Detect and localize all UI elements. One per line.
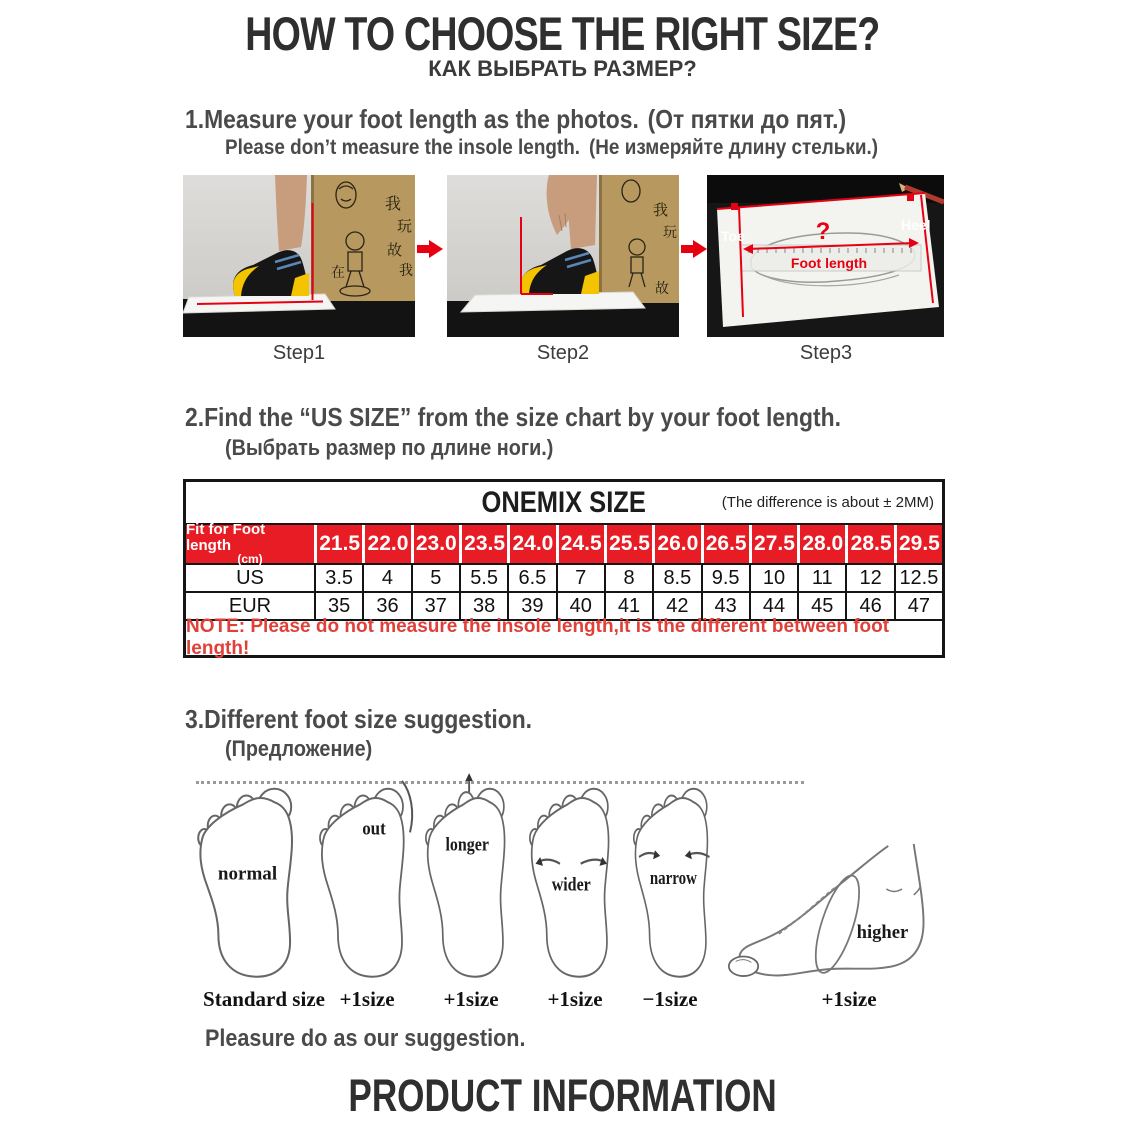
section2-heading — [185, 402, 930, 433]
section3-heading — [185, 704, 579, 735]
toe-label: Toe — [721, 228, 745, 244]
foot-length-row-header: Fit for Foot length (cm) — [186, 525, 314, 563]
foot-length-cell: 27.5 — [749, 525, 797, 563]
eur-size-cell: 45 — [797, 593, 845, 619]
foot-diagram-longer — [424, 772, 518, 980]
photo-step1-image — [183, 175, 415, 337]
foot-diagram-normal — [196, 772, 308, 980]
section2-heading-ru: (Выбрать размер по длине ноги.) — [225, 435, 554, 460]
section1-heading-ru: (От пятки до пят.) — [647, 104, 847, 134]
foot-length-cell: 22.0 — [362, 525, 410, 563]
eur-size-cell: 41 — [604, 593, 652, 619]
box-char: 在 — [331, 265, 345, 281]
foot-diagram-higher — [722, 838, 947, 985]
foot-length-label: Foot length — [790, 255, 868, 271]
photo-step2 — [447, 175, 679, 337]
foot-diagram-narrow — [632, 772, 720, 980]
photo-step3-image — [707, 175, 944, 337]
box-char: 玩 — [663, 225, 677, 241]
us-row-header: US — [236, 566, 264, 589]
foot-length-cell: 28.5 — [845, 525, 893, 563]
foot-length-cell: 29.5 — [894, 525, 942, 563]
section1-subheading-ru: (Не измеряйте длину стельки.) — [588, 136, 879, 159]
section1-heading — [185, 104, 936, 135]
foot-length-cell: 23.5 — [459, 525, 507, 563]
us-size-cell: 10 — [749, 565, 797, 591]
eur-row-header: EUR — [228, 594, 272, 617]
section1-subheading — [225, 136, 951, 160]
footer-title: PRODUCT INFORMATION — [348, 1070, 777, 1121]
us-size-cell: 5 — [411, 565, 459, 591]
eur-size-cell: 36 — [362, 593, 410, 619]
box-char: 故 — [387, 241, 403, 259]
section1-heading-en: 1.Measure your foot length as the photos. — [185, 104, 639, 134]
closing-line: Pleasure do as our suggestion. — [205, 1025, 526, 1052]
eur-size-cell: 44 — [749, 593, 797, 619]
foot-length-row — [186, 520, 942, 567]
box-char: 玩 — [397, 217, 413, 235]
us-size-cell: 12.5 — [894, 565, 942, 591]
us-size-row — [186, 563, 942, 591]
foot-length-cell: 23.0 — [411, 525, 459, 563]
us-size-cell: 7 — [556, 565, 604, 591]
foot-feature-label: out — [362, 817, 386, 839]
size-table-title: ONEMIX SIZE — [481, 485, 647, 519]
eur-size-cell: 37 — [411, 593, 459, 619]
us-size-cell: 8 — [604, 565, 652, 591]
foot-advice-out: +1size — [339, 987, 395, 1011]
section1-subheading-en: Please don’t measure the insole length. — [225, 136, 580, 159]
foot-advice-wider: +1size — [547, 987, 603, 1011]
foot-length-cell: 24.0 — [507, 525, 555, 563]
us-size-cell: 8.5 — [652, 565, 700, 591]
us-size-cell: 6.5 — [507, 565, 555, 591]
box-char: 我 — [399, 263, 413, 279]
section3-heading-en: 3.Different foot size suggestion. — [185, 704, 533, 734]
photo-step3 — [707, 175, 944, 337]
eur-size-cell: 47 — [894, 593, 942, 619]
foot-length-cell: 26.5 — [701, 525, 749, 563]
foot-diagram-out — [318, 772, 418, 980]
size-table-tolerance-note: (The difference is about ± 2MM) — [721, 494, 934, 511]
foot-advice-longer: +1size — [443, 987, 499, 1011]
foot-diagram-wider — [528, 772, 622, 980]
section3-heading-ru: (Предложение) — [225, 736, 373, 761]
box-char: 我 — [653, 201, 669, 219]
photo-label-step3: Step3 — [799, 342, 853, 364]
eur-size-cell: 46 — [845, 593, 893, 619]
question-mark: ? — [815, 218, 831, 245]
foot-feature-label: normal — [217, 863, 278, 885]
foot-advice-higher: +1size — [821, 987, 877, 1011]
us-size-cell: 11 — [797, 565, 845, 591]
size-table — [183, 479, 945, 658]
eur-size-cell: 35 — [314, 593, 362, 619]
photo-label-step1: Step1 — [272, 342, 326, 364]
eur-size-cell: 43 — [701, 593, 749, 619]
foot-length-cell: 25.5 — [604, 525, 652, 563]
foot-length-cell: 21.5 — [314, 525, 362, 563]
us-size-cell: 4 — [362, 565, 410, 591]
eur-size-cell: 40 — [556, 593, 604, 619]
red-arrow-icon — [681, 240, 707, 258]
size-table-note: NOTE: Please do not measure the insole length,it is the different between foot length! — [186, 619, 942, 655]
photo-step2-image — [447, 175, 679, 337]
us-size-cell: 12 — [845, 565, 893, 591]
eur-size-row — [186, 591, 942, 619]
foot-feature-label: longer — [445, 832, 489, 855]
foot-length-cell: 28.0 — [797, 525, 845, 563]
foot-advice-narrow: −1size — [642, 987, 698, 1011]
heel-label: Heel — [901, 217, 931, 233]
eur-size-cell: 38 — [459, 593, 507, 619]
us-size-cell: 5.5 — [459, 565, 507, 591]
size-table-header — [186, 482, 942, 523]
red-arrow-icon — [417, 240, 443, 258]
eur-size-cell: 42 — [652, 593, 700, 619]
page-title: HOW TO CHOOSE THE RIGHT SIZE? — [245, 7, 880, 60]
section2-heading-en: 2.Find the “US SIZE” from the size chart by your foot length. — [185, 402, 841, 432]
foot-feature-label: wider — [551, 873, 591, 895]
us-size-cell: 3.5 — [314, 565, 362, 591]
page-subtitle-ru: КАК ВЫБРАТЬ РАЗМЕР? — [428, 56, 697, 81]
box-char: 故 — [655, 281, 669, 297]
foot-feature-label: narrow — [649, 867, 697, 889]
photo-label-step2: Step2 — [536, 342, 590, 364]
foot-length-cell: 24.5 — [556, 525, 604, 563]
us-size-cell: 9.5 — [701, 565, 749, 591]
photo-step1 — [183, 175, 415, 337]
foot-feature-label: higher — [856, 921, 909, 943]
foot-length-cell: 26.0 — [652, 525, 700, 563]
eur-size-cell: 39 — [507, 593, 555, 619]
box-char: 我 — [385, 194, 402, 213]
foot-advice-normal: Standard size — [203, 987, 325, 1011]
